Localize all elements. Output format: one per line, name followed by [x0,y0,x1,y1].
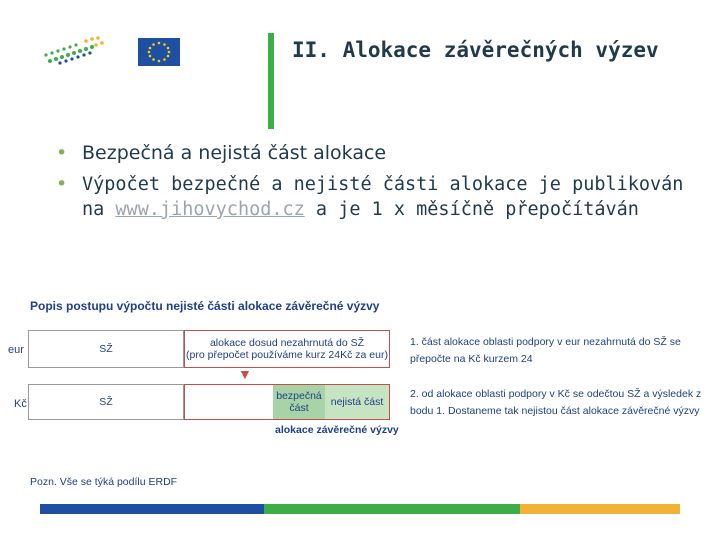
footer-strip-yellow [520,504,680,514]
footnote: Pozn. Vše se týká podílu ERDF [30,476,178,488]
sz-box-eur: SŽ [28,330,184,368]
bullet-icon: • [56,142,68,164]
bullet-item: • Bezpečná a nejistá část alokace [56,142,387,164]
programme-logo [40,33,110,69]
footer-color-strip [40,504,680,514]
arrow-down-icon: ▼ [238,366,252,382]
diagram-title: Popis postupu výpočtu nejisté části alokace závěrečné výzvy [30,299,380,313]
footer-strip-blue [40,504,264,514]
final-call-label: alokace závěrečné výzvy [275,424,399,436]
row-label-eur: eur [8,344,24,356]
sz-box-czk: SŽ [28,384,184,420]
allocation-diagram [0,290,720,500]
safe-part-box: bezpečná část [273,385,325,419]
row-label-czk: Kč [14,398,27,410]
bullet-item: • Výpočet bezpečné a nejisté části alokace je publikován na www.jihovychod.cz a je 1 x měsíčně přepočítáván [56,173,684,220]
step-note-1: 1. část alokace oblasti podpory v eur nezahrnutá do SŽ se přepočte na Kč kurzem 24 [410,336,681,365]
slide-title: II. Alokace závěrečných výzev [292,38,659,62]
uncommitted-allocation-box: alokace dosud nezahrnutá do SŽ (pro přepočet používáme kurz 24Kč za eur) [184,330,390,368]
bullet-list [52,140,692,222]
bullet-icon: • [56,173,68,195]
unsafe-part-box: nejistá část [325,385,389,419]
footer-strip-green [264,504,520,514]
eu-flag-icon [138,38,180,66]
step-note-2: 2. od alokace oblasti podpory v Kč se odečtou SŽ a výsledek z bodu 1. Dostaneme tak nejistou část alokace závěrečné výzvy [410,388,702,417]
website-link[interactable]: www.jihovychod.cz [115,199,305,220]
title-accent-bar [268,33,274,129]
